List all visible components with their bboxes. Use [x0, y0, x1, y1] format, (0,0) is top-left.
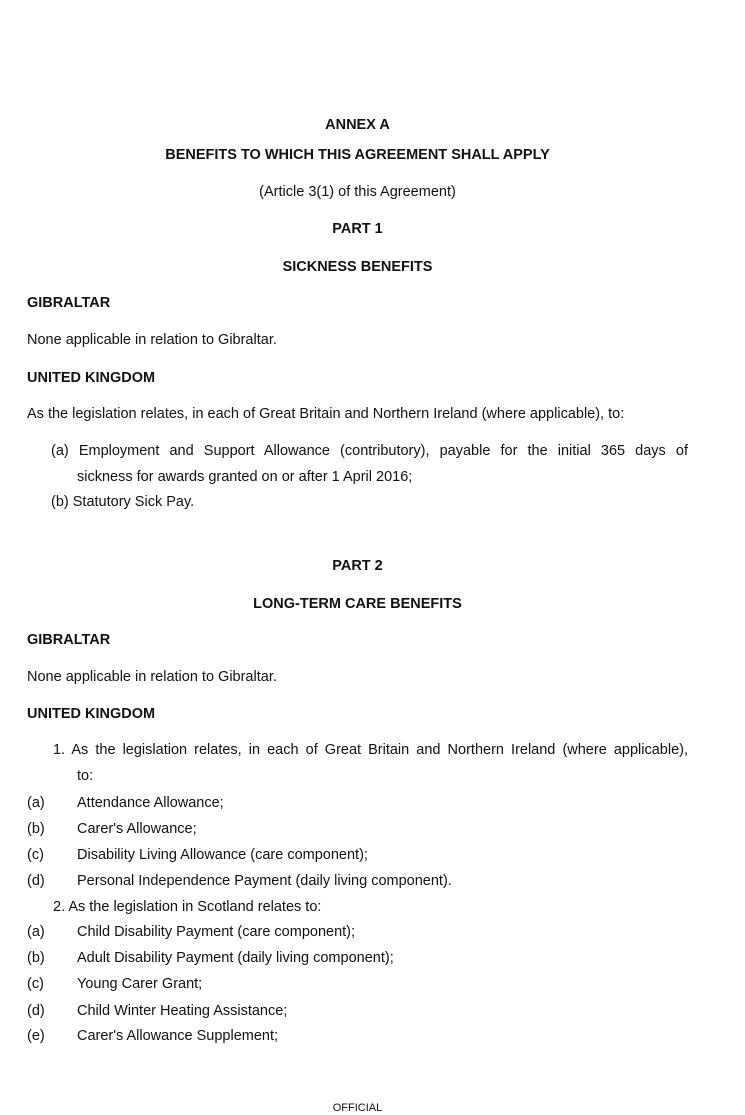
list-marker: (b) — [27, 821, 45, 837]
part1-uk-intro: As the legislation relates, in each of Great Britain and Northern Ireland (where applicable), to: — [27, 406, 625, 422]
list-item-text: Child Winter Heating Assistance; — [77, 1003, 288, 1019]
part2-uk-heading: UNITED KINGDOM — [27, 706, 156, 722]
part1-heading: SICKNESS BENEFITS — [282, 259, 433, 275]
part2-gibraltar-text: None applicable in relation to Gibraltar. — [27, 669, 277, 685]
part1-item-a-line1: (a) Employment and Support Allowance (contributory), payable for the initial 365 days of — [51, 443, 688, 459]
list-marker: (c) — [27, 847, 44, 863]
list-marker: (a) — [27, 795, 45, 811]
list-item-text: Young Carer Grant; — [77, 976, 203, 992]
list-item-text: Carer's Allowance; — [77, 821, 197, 837]
list-marker: (e) — [27, 1028, 45, 1044]
document-subtitle: (Article 3(1) of this Agreement) — [259, 184, 456, 200]
part1-label: PART 1 — [332, 221, 383, 237]
list-marker: (d) — [27, 873, 45, 889]
list-marker: (d) — [27, 1003, 45, 1019]
part1-gibraltar-text: None applicable in relation to Gibraltar. — [27, 332, 277, 348]
part2-point1-line2: to: — [77, 768, 94, 784]
part2-point2: 2. As the legislation in Scotland relates to: — [53, 899, 322, 915]
part1-item-a-line2: sickness for awards granted on or after 1 April 2016; — [77, 469, 413, 485]
list-item-text: Personal Independence Payment (daily living component). — [77, 873, 452, 889]
list-item-text: Carer's Allowance Supplement; — [77, 1028, 279, 1044]
part2-label: PART 2 — [332, 558, 383, 574]
list-marker: (b) — [27, 950, 45, 966]
annex-label: ANNEX A — [325, 117, 390, 133]
list-item-text: Disability Living Allowance (care component); — [77, 847, 368, 863]
document-title: BENEFITS TO WHICH THIS AGREEMENT SHALL APPLY — [165, 147, 550, 163]
part2-point1-line1: 1. As the legislation relates, in each of Great Britain and Northern Ireland (where applicable), — [53, 742, 688, 758]
list-marker: (a) — [27, 924, 45, 940]
list-item-text: Adult Disability Payment (daily living component); — [77, 950, 394, 966]
list-item-text: Child Disability Payment (care component); — [77, 924, 356, 940]
part1-uk-heading: UNITED KINGDOM — [27, 370, 156, 386]
part1-gibraltar-heading: GIBRALTAR — [27, 295, 111, 311]
part1-item-b: (b) Statutory Sick Pay. — [51, 494, 195, 510]
list-marker: (c) — [27, 976, 44, 992]
list-item-text: Attendance Allowance; — [77, 795, 224, 811]
part2-heading: LONG-TERM CARE BENEFITS — [253, 596, 462, 612]
part2-gibraltar-heading: GIBRALTAR — [27, 632, 111, 648]
footer-classification: OFFICIAL — [332, 1102, 383, 1114]
